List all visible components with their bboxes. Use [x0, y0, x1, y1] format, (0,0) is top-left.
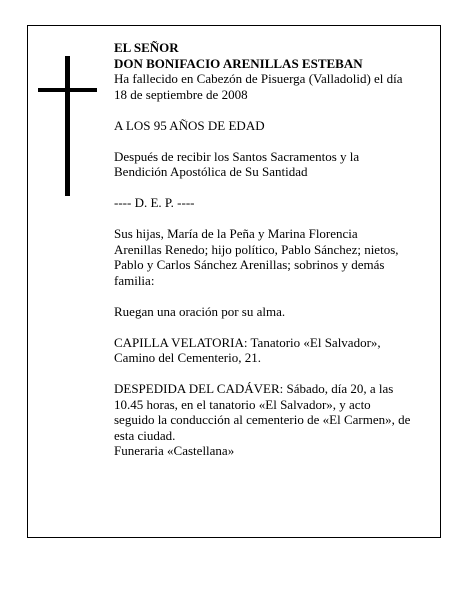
age-line: A LOS 95 AÑOS DE EDAD — [114, 117, 265, 133]
cross-icon-bar — [38, 88, 97, 92]
family-line-4: familia: — [114, 272, 155, 288]
family-line-2: Arenillas Renedo; hijo político, Pablo Sánchez; nietos, — [114, 241, 399, 257]
farewell-line-4: esta ciudad. — [114, 427, 176, 443]
sacraments-line-1: Después de recibir los Santos Sacramentos y la — [114, 148, 360, 164]
sacraments-line-2: Bendición Apostólica de Su Santidad — [114, 164, 308, 179]
funeral-home-line: Funeraria «Castellana» — [114, 443, 235, 458]
family-line-1: Sus hijas, María de la Peña y Marina Florencia — [114, 226, 358, 241]
farewell-line-2: 10.45 horas, en el tanatorio «El Salvador», y acto — [114, 396, 371, 412]
title-line-1: EL SEÑOR — [114, 40, 179, 55]
death-place-line: Ha fallecido en Cabezón de Pisuerga (Valladolid) el día — [114, 71, 403, 86]
cross-icon — [65, 56, 70, 196]
deceased-name: DON BONIFACIO ARENILLAS ESTEBAN — [114, 55, 363, 71]
farewell-line-3: seguido la conducción al cementerio de «El Carmen», de — [114, 412, 411, 427]
family-line-3: Pablo y Carlos Sánchez Arenillas; sobrinos y demás — [114, 257, 385, 272]
farewell-line-1: DESPEDIDA DEL CADÁVER: Sábado, día 20, a las — [114, 381, 394, 396]
obituary-text — [114, 40, 444, 459]
chapel-line-2: Camino del Cementerio, 21. — [114, 350, 261, 365]
death-date-line: 18 de septiembre de 2008 — [114, 86, 248, 102]
chapel-line-1: CAPILLA VELATORIA: Tanatorio «El Salvador», — [114, 334, 381, 350]
prayer-line: Ruegan una oración por su alma. — [114, 303, 286, 319]
dep-line: ---- D. E. P. ---- — [114, 195, 195, 210]
